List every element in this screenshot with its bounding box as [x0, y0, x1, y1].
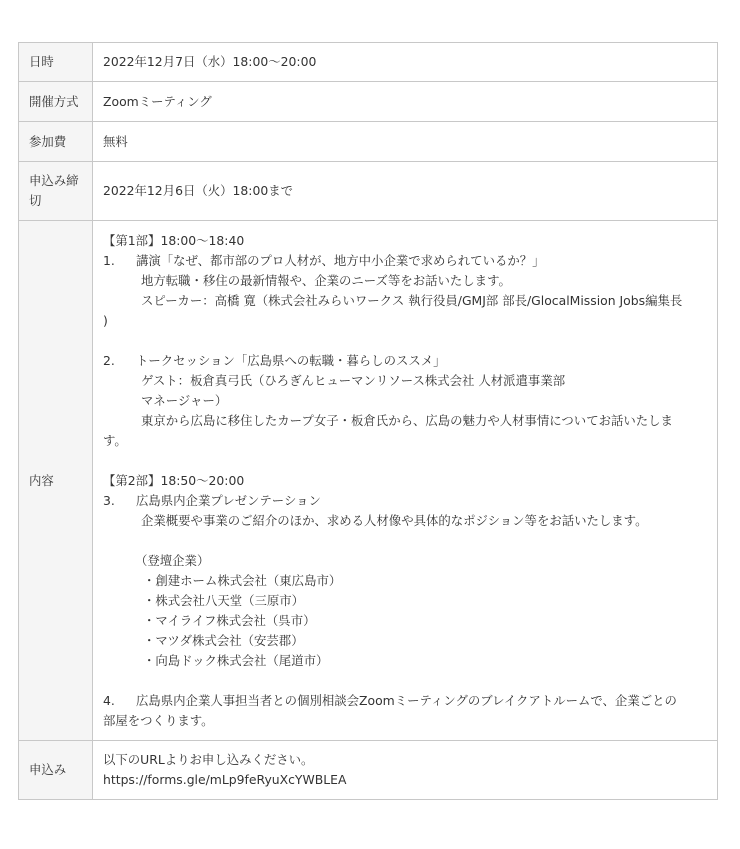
- item3-number: 3.: [103, 492, 115, 508]
- table-row-apply: [19, 741, 718, 800]
- spacer: [103, 331, 707, 351]
- deadline-label-line1: 申込み締: [29, 173, 79, 188]
- item2-desc-line1: 東京から広島に移住したカープ女子・板倉氏から、広島の魅力や人材事情についてお話いたしま: [141, 412, 673, 428]
- item2-title: トークセッション「広島県への転職・暮らしのススメ」: [136, 352, 446, 368]
- part2-heading: 【第2部】18:50〜20:00: [103, 472, 245, 488]
- row-value-format: Zoomミーティング: [93, 82, 718, 122]
- part1-heading: 【第1部】18:00〜18:40: [103, 232, 245, 248]
- company-item: ・株式会社八天堂（三原市）: [143, 592, 305, 608]
- row-label-deadline: [19, 162, 93, 221]
- table-row-datetime: [19, 43, 718, 82]
- item3-desc: 企業概要や事業のご紹介のほか、求める人材像や具体的なポジション等をお話いたします。: [141, 512, 648, 528]
- row-label-apply: 申込み: [19, 741, 93, 800]
- item3-title: 広島県内企業プレゼンテーション: [136, 492, 321, 508]
- row-value-datetime: 2022年12月7日（水）18:00〜20:00: [93, 43, 718, 82]
- item4-text: 広島県内企業人事担当者との個別相談会Zoomミーティングのブレイクアトルームで、企業ごとの: [136, 692, 677, 708]
- item1-speaker-line2: ): [103, 312, 108, 328]
- table-row-fee: [19, 122, 718, 162]
- row-label-format: 開催方式: [19, 82, 93, 122]
- item1-title: 講演「なぜ、都市部のプロ人材が、地方中小企業で求められているか？」: [136, 252, 545, 268]
- table-row-content: [19, 221, 718, 741]
- row-label-content: 内容: [19, 221, 93, 741]
- item4-number: 4.: [103, 692, 115, 708]
- company-item: ・向島ドック株式会社（尾道市）: [143, 652, 329, 668]
- company-item: ・創建ホーム株式会社（東広島市）: [143, 572, 342, 588]
- deadline-label-line2: 切: [29, 193, 42, 208]
- table-row-deadline: [19, 162, 718, 221]
- item4-line1: [103, 691, 707, 711]
- spacer: [103, 671, 707, 691]
- item2-guest-line1: ゲスト：板倉真弓氏（ひろぎんヒューマンリソース株式会社 人材派遣事業部: [141, 372, 566, 388]
- item2-title-line: [103, 351, 707, 371]
- company-item: ・マツダ株式会社（安芸郡）: [143, 632, 304, 648]
- item1-number: 1.: [103, 252, 115, 268]
- spacer: [103, 451, 707, 471]
- item2-desc-line2: す。: [103, 432, 127, 448]
- company-item: ・マイライフ株式会社（呉市）: [143, 612, 316, 628]
- spacer: [103, 531, 707, 551]
- item1-desc: 地方転職・移住の最新情報や、企業のニーズ等をお話いたします。: [141, 272, 511, 288]
- apply-instruction: 以下のURLよりお申し込みください。: [103, 752, 314, 767]
- row-value-deadline: 2022年12月6日（火）18:00まで: [93, 162, 718, 221]
- item3-title-line: [103, 491, 707, 511]
- row-label-fee: 参加費: [19, 122, 93, 162]
- event-info-table: [18, 42, 718, 800]
- row-value-fee: 無料: [93, 122, 718, 162]
- companies-heading: （登壇企業）: [135, 552, 210, 568]
- row-value-content: [93, 221, 718, 741]
- row-value-apply: [93, 741, 718, 800]
- table-row-format: [19, 82, 718, 122]
- row-label-datetime: 日時: [19, 43, 93, 82]
- item1-title-line: [103, 251, 707, 271]
- apply-url: https://forms.gle/mLp9feRyuXcYWBLEA: [103, 772, 347, 787]
- item4-line2: 部屋をつくります。: [103, 712, 214, 728]
- item2-guest-line2: マネージャー）: [141, 392, 228, 408]
- item2-number: 2.: [103, 352, 115, 368]
- item1-speaker-line1: スピーカー：高橋 寛（株式会社みらいワークス 執行役員/GMJ部 部長/GlocalMission Jobs編集長: [141, 292, 683, 308]
